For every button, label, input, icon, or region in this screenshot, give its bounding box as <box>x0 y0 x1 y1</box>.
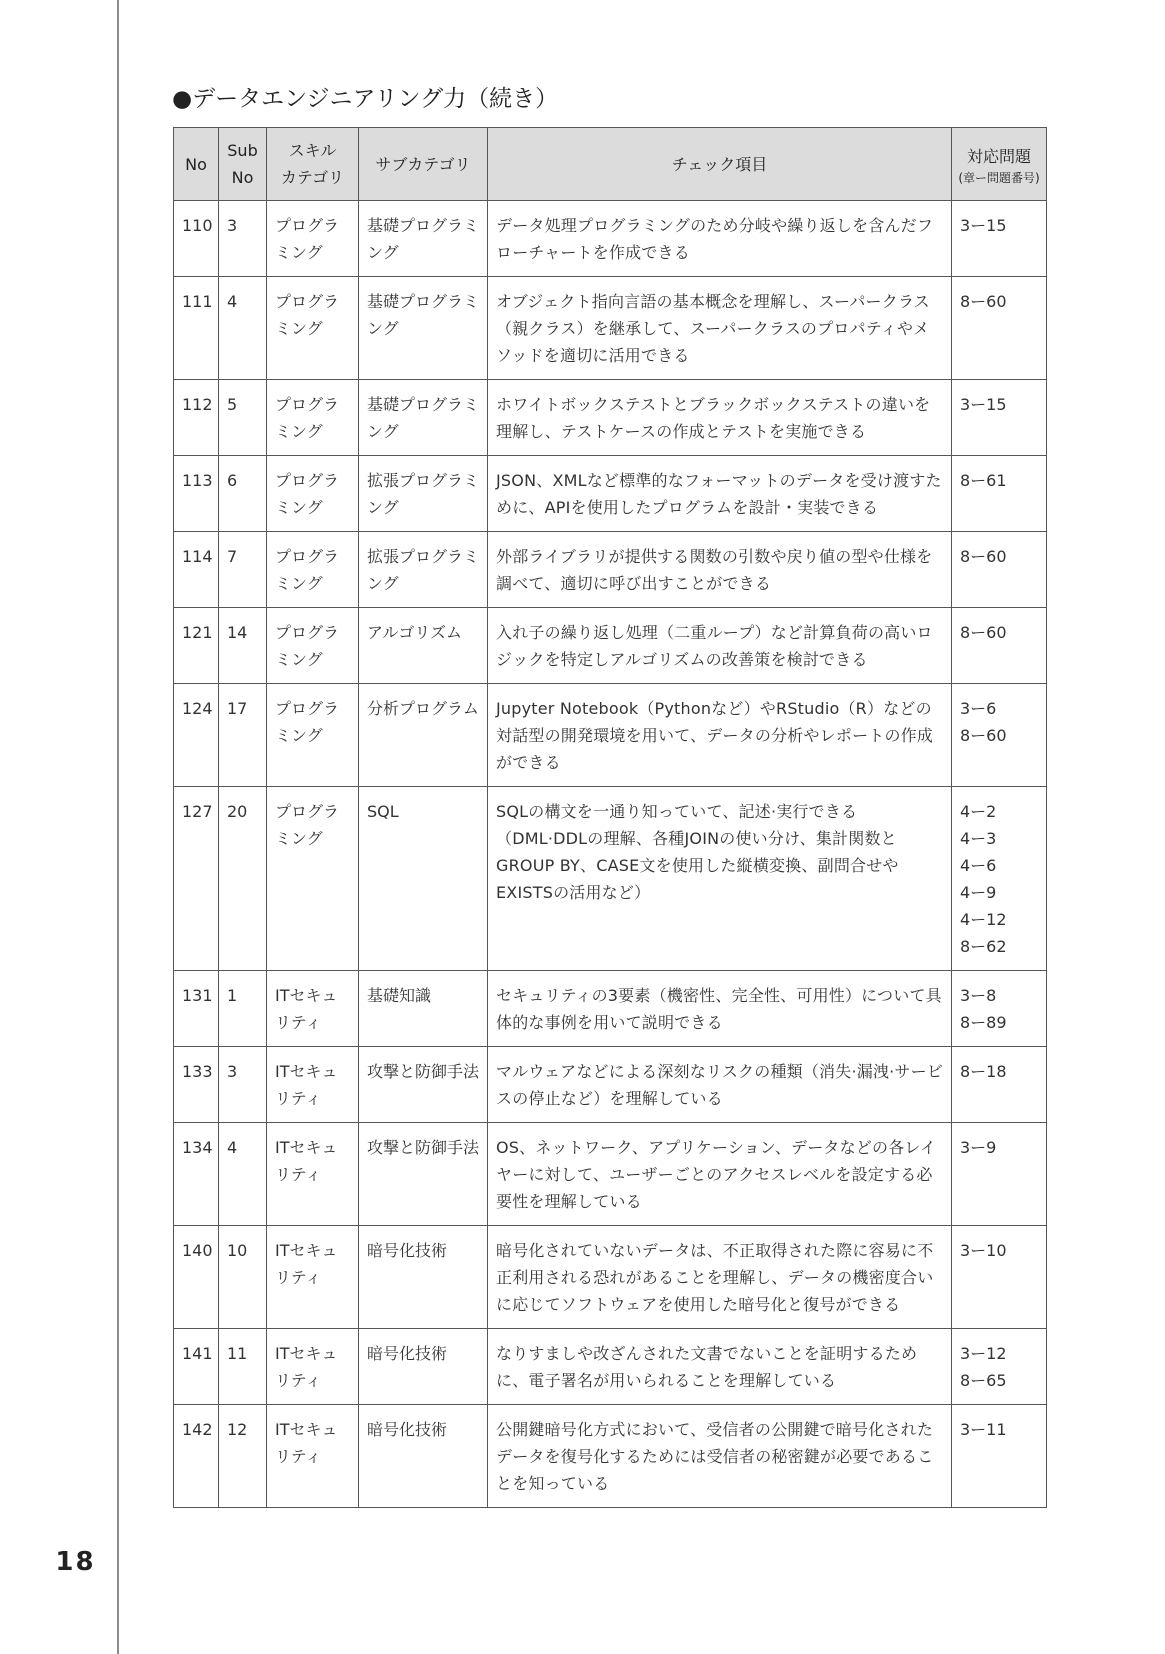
table-header-row <box>174 128 1047 201</box>
row-check-item: オブジェクト指向言語の基本概念を理解し、スーパークラス（親クラス）を継承して、スーパークラスのプロパティやメソッドを適切に活用できる <box>488 277 952 380</box>
row-sub-category: SQL <box>359 787 488 971</box>
row-sub-no: 4 <box>219 1123 267 1226</box>
table-row <box>174 201 1047 277</box>
row-sub-no: 1 <box>219 971 267 1047</box>
row-sub-category: 拡張プログラミング <box>359 456 488 532</box>
row-no: 112 <box>174 380 219 456</box>
problem-ref: 8ー61 <box>960 471 1007 490</box>
problem-ref: 8ー62 <box>960 937 1007 956</box>
problem-ref: 3ー12 <box>960 1344 1007 1363</box>
row-no: 111 <box>174 277 219 380</box>
table-row <box>174 787 1047 971</box>
row-sub-category: 暗号化技術 <box>359 1405 488 1508</box>
row-skill-category: プログラミング <box>267 532 359 608</box>
row-check-item: 暗号化されていないデータは、不正取得された際に容易に不正利用される恐れがあることを理解し、データの機密度合いに応じてソフトウェアを使用した暗号化と復号ができる <box>488 1226 952 1329</box>
row-sub-no: 5 <box>219 380 267 456</box>
row-problems <box>952 277 1047 380</box>
row-no: 142 <box>174 1405 219 1508</box>
problem-ref: 3ー15 <box>960 395 1007 414</box>
row-sub-category: 基礎プログラミング <box>359 277 488 380</box>
row-sub-no: 12 <box>219 1405 267 1508</box>
page-margin-rule <box>117 0 119 1654</box>
header-sub-category: サブカテゴリ <box>359 128 488 201</box>
header-problems: 対応問題 (章ー問題番号) <box>952 128 1047 201</box>
row-check-item: マルウェアなどによる深刻なリスクの種類（消失·漏洩·サービスの停止など）を理解している <box>488 1047 952 1123</box>
row-sub-no: 6 <box>219 456 267 532</box>
problem-ref: 3ー11 <box>960 1420 1007 1439</box>
row-no: 133 <box>174 1047 219 1123</box>
row-check-item: SQLの構文を一通り知っていて、記述·実行できる（DML·DDLの理解、各種JOINの使い分け、集計関数とGROUP BY、CASE文を使用した縦横変換、副問合せやEXISTSの活用など） <box>488 787 952 971</box>
row-sub-no: 14 <box>219 608 267 684</box>
header-sub-no: Sub No <box>219 128 267 201</box>
section-title: ●データエンジニアリング力（続き） <box>172 86 559 112</box>
problem-ref: 8ー65 <box>960 1371 1007 1390</box>
row-check-item: 外部ライブラリが提供する関数の引数や戻り値の型や仕様を調べて、適切に呼び出すことができる <box>488 532 952 608</box>
problem-ref: 3ー6 <box>960 699 997 718</box>
row-check-item: 公開鍵暗号化方式において、受信者の公開鍵で暗号化されたデータを復号化するためには受信者の秘密鍵が必要であることを知っている <box>488 1405 952 1508</box>
table-row <box>174 1405 1047 1508</box>
row-sub-no: 4 <box>219 277 267 380</box>
row-no: 131 <box>174 971 219 1047</box>
table-row <box>174 380 1047 456</box>
problem-ref: 8ー60 <box>960 623 1007 642</box>
row-no: 127 <box>174 787 219 971</box>
skill-checklist-table <box>173 127 1047 1508</box>
problem-ref: 4ー9 <box>960 883 997 902</box>
row-sub-category: 攻撃と防御手法 <box>359 1123 488 1226</box>
problem-ref: 3ー15 <box>960 216 1007 235</box>
row-check-item: 入れ子の繰り返し処理（二重ループ）など計算負荷の高いロジックを特定しアルゴリズムの改善策を検討できる <box>488 608 952 684</box>
table-row <box>174 684 1047 787</box>
row-problems <box>952 380 1047 456</box>
row-problems <box>952 1047 1047 1123</box>
row-sub-category: 暗号化技術 <box>359 1329 488 1405</box>
page-number: 18 <box>55 1547 96 1577</box>
row-check-item: OS、ネットワーク、アプリケーション、データなどの各レイヤーに対して、ユーザーごとのアクセスレベルを設定する必要性を理解している <box>488 1123 952 1226</box>
row-skill-category: ITセキュリティ <box>267 1405 359 1508</box>
row-skill-category: ITセキュリティ <box>267 1329 359 1405</box>
row-skill-category: プログラミング <box>267 684 359 787</box>
table-row <box>174 456 1047 532</box>
row-no: 124 <box>174 684 219 787</box>
row-skill-category: プログラミング <box>267 456 359 532</box>
row-no: 113 <box>174 456 219 532</box>
row-skill-category: ITセキュリティ <box>267 1226 359 1329</box>
table-row <box>174 1123 1047 1226</box>
row-problems <box>952 787 1047 971</box>
row-check-item: JSON、XMLなど標準的なフォーマットのデータを受け渡すために、APIを使用したプログラムを設計・実装できる <box>488 456 952 532</box>
row-no: 141 <box>174 1329 219 1405</box>
row-skill-category: プログラミング <box>267 787 359 971</box>
row-problems <box>952 971 1047 1047</box>
row-problems <box>952 1123 1047 1226</box>
row-sub-category: 基礎知識 <box>359 971 488 1047</box>
problem-ref: 3ー8 <box>960 986 997 1005</box>
row-skill-category: ITセキュリティ <box>267 1047 359 1123</box>
row-sub-no: 3 <box>219 201 267 277</box>
row-sub-no: 20 <box>219 787 267 971</box>
row-sub-category: 基礎プログラミング <box>359 380 488 456</box>
row-sub-no: 11 <box>219 1329 267 1405</box>
problem-ref: 4ー12 <box>960 910 1007 929</box>
row-no: 134 <box>174 1123 219 1226</box>
row-check-item: セキュリティの3要素（機密性、完全性、可用性）について具体的な事例を用いて説明できる <box>488 971 952 1047</box>
problem-ref: 8ー60 <box>960 547 1007 566</box>
row-problems <box>952 684 1047 787</box>
row-skill-category: ITセキュリティ <box>267 971 359 1047</box>
table-row <box>174 1226 1047 1329</box>
row-check-item: ホワイトボックステストとブラックボックステストの違いを理解し、テストケースの作成とテストを実施できる <box>488 380 952 456</box>
row-sub-category: 分析プログラム <box>359 684 488 787</box>
row-no: 110 <box>174 201 219 277</box>
problem-ref: 3ー10 <box>960 1241 1007 1260</box>
row-skill-category: プログラミング <box>267 201 359 277</box>
row-sub-no: 10 <box>219 1226 267 1329</box>
table-row <box>174 1329 1047 1405</box>
problem-ref: 8ー89 <box>960 1013 1007 1032</box>
row-no: 140 <box>174 1226 219 1329</box>
row-check-item: なりすましや改ざんされた文書でないことを証明するために、電子署名が用いられることを理解している <box>488 1329 952 1405</box>
row-problems <box>952 456 1047 532</box>
row-skill-category: プログラミング <box>267 277 359 380</box>
row-sub-no: 3 <box>219 1047 267 1123</box>
problem-ref: 8ー18 <box>960 1062 1007 1081</box>
problem-ref: 8ー60 <box>960 292 1007 311</box>
row-skill-category: プログラミング <box>267 608 359 684</box>
header-check-item: チェック項目 <box>488 128 952 201</box>
row-skill-category: ITセキュリティ <box>267 1123 359 1226</box>
row-sub-category: 基礎プログラミング <box>359 201 488 277</box>
table-row <box>174 971 1047 1047</box>
row-no: 121 <box>174 608 219 684</box>
row-check-item: データ処理プログラミングのため分岐や繰り返しを含んだフローチャートを作成できる <box>488 201 952 277</box>
row-sub-category: 攻撃と防御手法 <box>359 1047 488 1123</box>
row-sub-category: 暗号化技術 <box>359 1226 488 1329</box>
problem-ref: 3ー9 <box>960 1138 997 1157</box>
row-sub-no: 7 <box>219 532 267 608</box>
table-row <box>174 608 1047 684</box>
row-check-item: Jupyter Notebook（Pythonなど）やRStudio（R）などの対話型の開発環境を用いて、データの分析やレポートの作成ができる <box>488 684 952 787</box>
row-problems <box>952 608 1047 684</box>
row-sub-category: 拡張プログラミング <box>359 532 488 608</box>
row-problems <box>952 201 1047 277</box>
problem-ref: 4ー3 <box>960 829 997 848</box>
row-problems <box>952 532 1047 608</box>
row-problems <box>952 1405 1047 1508</box>
row-sub-no: 17 <box>219 684 267 787</box>
header-no: No <box>174 128 219 201</box>
row-no: 114 <box>174 532 219 608</box>
table-body <box>174 201 1047 1508</box>
table-row <box>174 277 1047 380</box>
table-row <box>174 1047 1047 1123</box>
problem-ref: 4ー6 <box>960 856 997 875</box>
problem-ref: 4ー2 <box>960 802 997 821</box>
problem-ref: 8ー60 <box>960 726 1007 745</box>
row-skill-category: プログラミング <box>267 380 359 456</box>
row-problems <box>952 1329 1047 1405</box>
table-row <box>174 532 1047 608</box>
row-problems <box>952 1226 1047 1329</box>
row-sub-category: アルゴリズム <box>359 608 488 684</box>
header-skill-category: スキル カテゴリ <box>267 128 359 201</box>
